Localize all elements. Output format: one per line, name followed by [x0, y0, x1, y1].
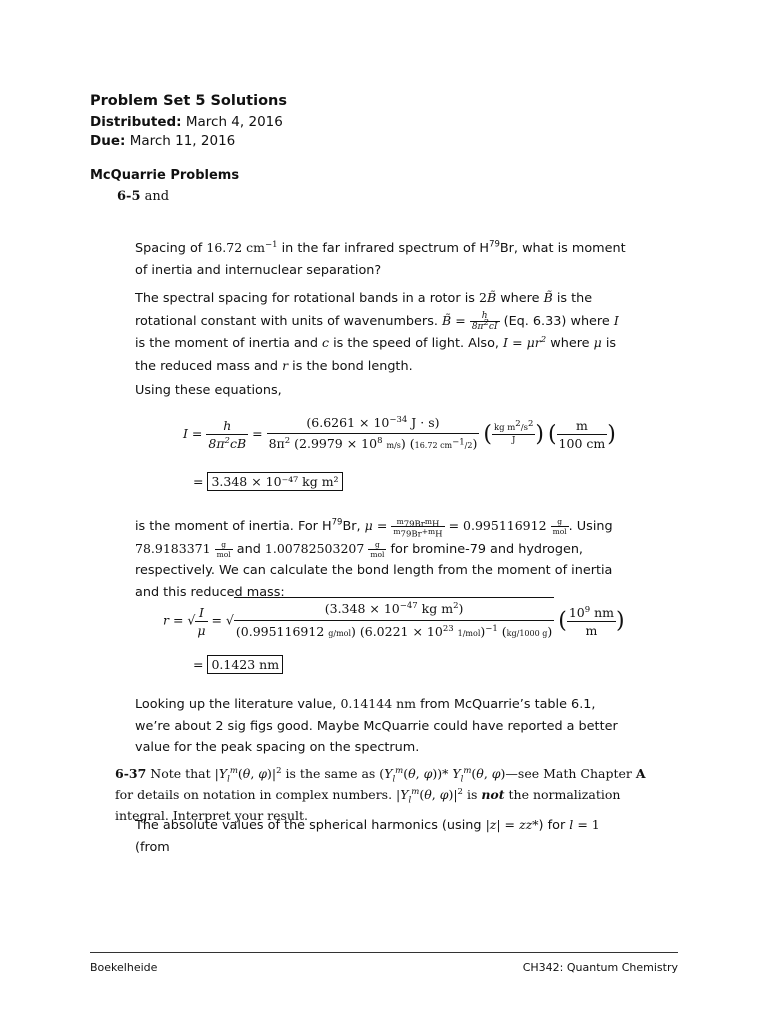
- section-title: McQuarrie Problems: [90, 168, 240, 183]
- answer-637-text: The absolute values of the spherical harmonics (using |z| = zz*) for l = 1 (from: [135, 817, 600, 855]
- problem-6-37-text: 6-37 Note that $|Y_l^m(\theta$, $\varphi)|^2$ is the same as ($Y_l^m(\theta$, φ))* $Y_l^m(\theta$, φ)—see Math Chapter A for details on notation in complex numbers. $|Y_l^m(\theta$, $\varphi)|^2$ is not the normalization integral. Interpret your result.: [115, 765, 646, 823]
- problem-number-637: 6-37: [115, 766, 147, 781]
- distributed-date: March 4, 2016: [185, 114, 283, 130]
- not-emphasis: not: [481, 787, 505, 802]
- distributed-line: Distributed: March 4, 2016: [90, 114, 283, 130]
- distributed-label: Distributed: [90, 114, 177, 130]
- inertia-equation: I = $\frac{h}{8\pi^2cB}$ = $\frac{(6.6261 \times 10^{-34} J \cdot s)}{8\pi^2 (2.9979 \times 10^8 m/s) (16.72 cm^{-1}/2)}$ ( $\frac{kg m^2/s^2}{J}$ ) ( $\frac{m}{100 cm}$ ): [183, 414, 616, 451]
- due-label: Due: [90, 133, 120, 149]
- bond-length-equation: r = √ $\frac{I}{\mu}$ = √ $\frac{(3.348 \times 10^{-47} kg m^2)}{(0.995116912 g/mol) (6.0221 \times 10^{23} 1/mol)^{-1} (kg/1000 g)}$ ( $\frac{10^9 nm}{m}$ ): [163, 597, 625, 645]
- footer-author: Boekelheide: [90, 961, 158, 974]
- problem-6-5-heading: [117, 189, 169, 204]
- footer-course: CH342: Quantum Chemistry: [522, 961, 678, 974]
- problem-number: 6-5: [117, 189, 141, 204]
- inertia-result-line: = 3.348 × 10⁻⁴⁷ kg m²: [193, 474, 343, 489]
- bond-result-line: = 0.1423 nm: [193, 657, 283, 672]
- footer-rule: [90, 952, 678, 953]
- due-line: Due: March 11, 2016: [90, 133, 236, 149]
- question-text: Spacing of 16.72 $cm^{-1}$ in the far infrared spectrum of $H^{79}Br$, what is moment of inertia and internuclear separation?: [135, 239, 626, 278]
- math-chapter-ref: A: [635, 766, 646, 781]
- literature-comparison: Looking up the literature value, 0.14144 nm from McQuarrie’s table 6.1, we’re about 2 sig figs good. Maybe McQuarrie could have reported a better value for the peak spacing on the spectrum.: [135, 696, 618, 755]
- rotational-explanation: The spectral spacing for rotational bands in a rotor is 2B̃ where B̃ is the rotational constant with units of wavenumbers. B̃ = $\frac{h}{8\pi^2cI}$ (Eq. 6.33) where I is the moment of inertia and c is the speed of light. Also, $I = \mu r^2$ where μ is the reduced mass and r is the bond length.: [135, 290, 619, 374]
- problem-intro: and: [144, 189, 170, 204]
- using-equations: Using these equations,: [135, 383, 282, 398]
- page-title: Problem Set 5 Solutions: [90, 93, 287, 109]
- inertia-result-box: 3.348 × 10⁻⁴⁷ kg m²: [207, 472, 342, 491]
- due-date: March 11, 2016: [129, 133, 236, 149]
- reduced-mass-text: is the moment of inertia. For $H^{79}Br$, μ = $\frac{m_{79Br}m_H}{m_{79Br}+m_H}$ = 0.995116912 $\frac{g}{\text{mol}}$ . Using 78.9183371 $\frac{g}{\text{mol}}$ and 1.00782503207 $\frac{g}{\text{mol}}$ for bromine-79 and hydrogen, respectively. We can calculate the bond length from the moment of inertia and this reduced mass:: [135, 517, 613, 600]
- bond-result-box: 0.1423 nm: [207, 655, 283, 674]
